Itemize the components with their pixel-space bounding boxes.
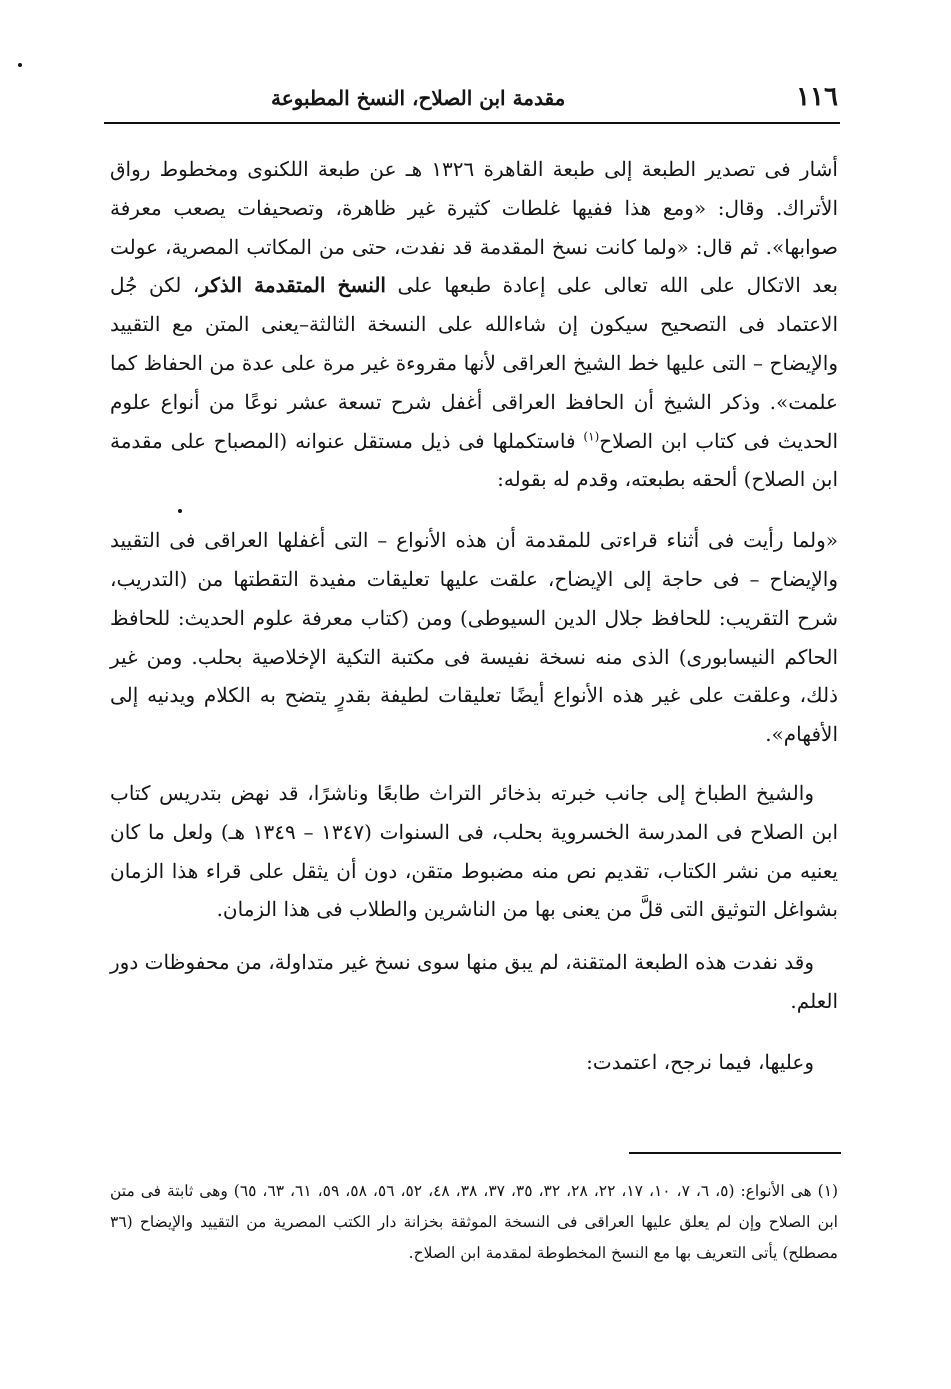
- page-number: ١١٦: [796, 82, 838, 112]
- footnote-1: (١) هى الأنواع: (٥، ٦، ٧، ١٠، ١٧، ٢٢، ٢٨، ٣٢، ٣٥، ٣٧، ٣٨، ٤٨، ٥٢، ٥٦، ٥٨، ٥٩، ٦١، ٦٣، ٦٥) وهى ثابتة فى متن ابن الصلاح وإن لم يعلق عليها العراقى فى النسخة الموثقة بخزانة دار الكتب المصرية من التقييد والإيضاح (٣٦ مصطلح) يأتى التعريف بها مع النسخ المخطوطة لمقدمة ابن الصلاح.: [110, 1182, 839, 1262]
- paragraph-3: والشيخ الطباخ إلى جانب خبرته بذخائر التراث طابعًا وناشرًا، قد نهض بتدريس كتاب ابن الصلاح فى المدرسة الخسروية بحلب، فى السنوات (١٣٤٧ – ١٣٤٩ هـ) ولعل ما كان يعنيه من نشر الكتاب، تقديم نص منه مضبوط متقن، دون أن يثقل على قراء هذا الزمان بشواغل التوثيق التى قلَّ من يعنى بها من الناشرين والطلاب فى هذا الزمان.: [110, 780, 839, 922]
- scan-speck: [178, 509, 182, 513]
- body-text: [110, 150, 838, 1082]
- paragraph-1: [110, 150, 838, 499]
- header-rule: [104, 122, 840, 124]
- paragraph-2-quote: «ولما رأيت فى أثناء قراءتى للمقدمة أن هذه الأنواع – التى أغفلها العراقى فى التقييد والإيضاح – فى حاجة إلى الإيضاح، علقت عليها تعليقات مفيدة التقطتها من (التدريب، شرح التقريب: للحافظ جلال الدين السيوطى) ومن (كتاب معرفة علوم الحديث: للحافظ الحاكم النيسابورى) الذى منه نسخة نفيسة فى مكتبة التكية الإخلاصية بحلب. ومن غير ذلك، وعلقت على غير هذه الأنواع أيضًا تعليقات لطيفة بقدرٍ يتضح به الكلام ويدنيه إلى الأفهام».: [110, 528, 838, 747]
- footnote-rule: [629, 1152, 841, 1154]
- paragraph-1-part-1: أشار فى تصدير الطبعة إلى طبعة القاهرة ١٣٢٦ هـ عن طبعة اللكنوى ومخطوط رواق الأتراك. وقال: «ومع هذا ففيها غلطات كثيرة غير ظاهرة، وتصحيفات يصعب معرفة صوابها». ثم قال: «ولما كانت نسخ المقدمة قد نفدت، حتى من المكاتب المصرية، عولت بعد الاتكال على الله تعالى على إعادة طبعها على: [110, 157, 838, 298]
- scan-speck: [18, 63, 22, 67]
- paragraph-5: وعليها، فيما نرجح، اعتمدت:: [586, 1049, 814, 1074]
- paragraph-4: وقد نفدت هذه الطبعة المتقنة، لم يبق منها سوى نسخ غير متداولة، من محفوظات دور العلم.: [110, 950, 838, 1013]
- paragraph-1-part-2: ، لكن جُل الاعتماد فى التصحيح سيكون إن شاءالله على النسخة الثالثة–يعنى المتن مع التقييد والإيضاح – التى عليها خط الشيخ العراقى لأنها مقروءة غير مرة على عدة من الحفاظ كما علمت». وذكر الشيخ أن الحافظ العراقى أغفل شرح تسعة عشر نوعًا من أنواع علوم الحديث فى كتاب ابن الصلاح: [110, 273, 838, 453]
- footnote-reference: (١): [583, 428, 600, 443]
- page-header: [106, 78, 838, 118]
- running-title: مقدمة ابن الصلاح، النسخ المطبوعة: [271, 86, 566, 110]
- paragraph-1-part-3: فاستكملها فى ذيل مستقل عنوانه (المصباح على مقدمة ابن الصلاح) ألحقه بطبعته، وقدم له بقوله:: [110, 428, 838, 492]
- paragraph-1-bold-phrase: النسخ المتقدمة الذكر: [199, 273, 386, 298]
